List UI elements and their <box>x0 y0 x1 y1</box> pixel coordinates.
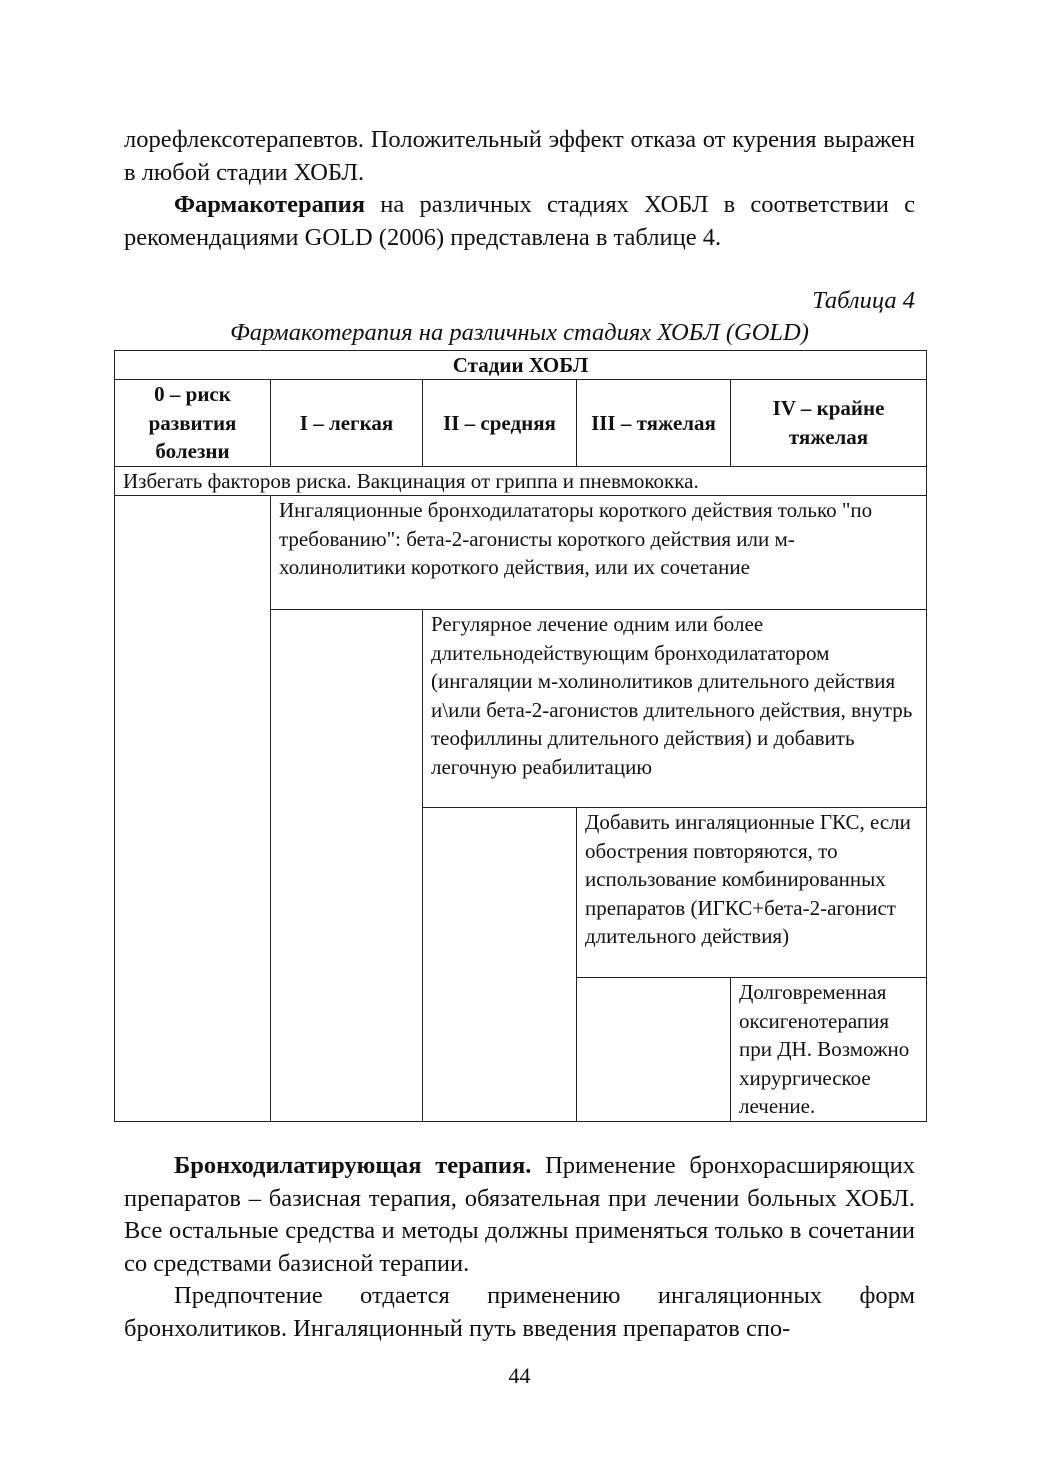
column-header-stage-1: I – легкая <box>271 380 423 467</box>
stages-header: Стадии ХОБЛ <box>115 351 927 380</box>
empty-cell-stage-0 <box>115 496 271 1122</box>
row-inhaled-corticosteroids: Добавить ингаляционные ГКС, если обострения повторяются, то использование комбинированных препаратов (ИГКС+бета-2-агонист длительного действия) <box>577 808 927 978</box>
row-oxygen-therapy: Долговременная оксигенотерапия при ДН. Возможно хирургическое лечение. <box>731 978 927 1122</box>
row-risk-avoidance: Избегать факторов риска. Вакцинация от гриппа и пневмококка. <box>115 466 927 496</box>
body-paragraph-1 <box>124 1150 915 1280</box>
page-number: 44 <box>508 1363 531 1388</box>
row-short-acting-bronchodilators: Ингаляционные бронходилататоры короткого действия только "по требованию": бета-2-агонисты короткого действия или м-холинолитики короткого действия, или их сочетание <box>271 496 927 610</box>
table-title: Фармакотерапия на различных стадиях ХОБЛ (GOLD) <box>230 319 809 346</box>
intro-paragraph-2-text: на различных стадиях ХОБЛ в соответствии с рекомендациями GOLD (2006) представлена в таблице 4. <box>124 191 915 251</box>
table-number: Таблица 4 <box>812 287 915 314</box>
intro-paragraph-1: лорефлексотерапевтов. Положительный эффект отказа от курения выражен в любой стадии ХОБЛ. <box>124 126 915 186</box>
body-paragraph-1-text: Применение бронхорасширяющих препаратов – базисная терапия, обязательная при лечении больных ХОБЛ. Все остальные средства и методы должны применяться только в сочетании со средствами базисной терапии. <box>124 1152 915 1277</box>
column-header-stage-3: III – тяжелая <box>577 380 731 467</box>
empty-cell-stage-2 <box>423 808 577 1122</box>
column-header-stage-0: 0 – риск развития болезни <box>115 380 271 467</box>
gold-stages-table <box>114 350 927 1122</box>
body-text <box>124 1150 915 1345</box>
bronchodilator-therapy-term: Бронходилатирующая терапия. <box>174 1152 532 1179</box>
column-header-stage-4: IV – крайне тяжелая <box>731 380 927 467</box>
column-header-stage-2: II – средняя <box>423 380 577 467</box>
empty-cell-stage-1 <box>271 610 423 1122</box>
body-paragraph-2: Предпочтение отдается применению ингаляционных форм бронхолитиков. Ингаляционный путь введения препаратов спо- <box>124 1282 915 1342</box>
pharmacotherapy-term: Фармакотерапия <box>174 191 365 218</box>
intro-paragraph-2 <box>124 189 915 254</box>
row-long-acting-bronchodilators: Регулярное лечение одним или более длительнодействующим бронходилататором (ингаляции м-холинолитиков длительного действия и\или бета-2-агонистов длительного действия, внутрь теофиллины длительного действия) и добавить легочную реабилитацию <box>423 610 927 808</box>
empty-cell-stage-3 <box>577 978 731 1122</box>
intro-text <box>124 124 915 254</box>
